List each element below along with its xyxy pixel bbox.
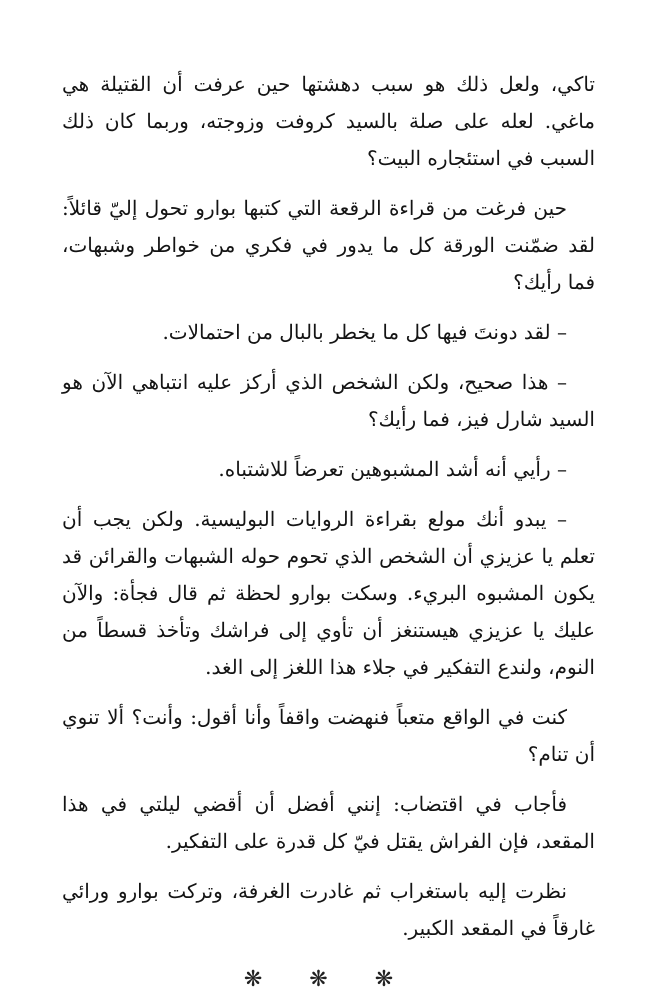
dialogue-line: – هذا صحيح، ولكن الشخص الذي أركز عليه انتباهي الآن هو السيد شارل فيز، فما رأيك؟	[62, 370, 595, 431]
paragraph: نظرت إليه باستغراب ثم غادرت الغرفة، وتركت بوارو ورائي غارقاً في المقعد الكبير.	[62, 879, 595, 940]
paragraph: كنت في الواقع متعباً فنهضت واقفاً وأنا أقول: وأنت؟ ألا تنوي أن تنام؟	[62, 705, 595, 766]
book-page	[62, 66, 595, 998]
paragraph: فأجاب في اقتضاب: إنني أفضل أن أقضي ليلتي في هذا المقعد، فإن الفراش يقتل فيّ كل قدرة على التفكير.	[62, 792, 595, 853]
dialogue-line: – يبدو أنك مولع بقراءة الروايات البوليسية. ولكن يجب أن تعلم يا عزيزي أن الشخص الذي تحوم حوله الشبهات والقرائن قد يكون المشبوه البريء. وسكت بوارو لحظة ثم قال فجأة: والآن عليك يا عزيزي هيستنغز أن تأوي إلى فراشك وتأخذ قسطاً من النوم، ولندع التفكير في جلاء هذا اللغز إلى الغد.	[62, 507, 595, 679]
dialogue-line: – رأيي أنه أشد المشبوهين تعرضاً للاشتباه.	[218, 457, 567, 481]
section-break-ornament: ❋ ❋ ❋	[243, 967, 414, 992]
dialogue-line: – لقد دونتَ فيها كل ما يخطر بالبال من احتمالات.	[162, 320, 567, 344]
paragraph: حين فرغت من قراءة الرقعة التي كتبها بوارو تحول إليّ قائلاً: لقد ضمّنت الورقة كل ما يدور في فكري من خواطر وشبهات، فما رأيك؟	[62, 196, 595, 294]
paragraph: تاكي، ولعل ذلك هو سبب دهشتها حين عرفت أن القتيلة هي ماغي. لعله على صلة بالسيد كروفت وزوجته، وربما كان ذلك السبب في استئجاره البيت؟	[62, 72, 595, 170]
